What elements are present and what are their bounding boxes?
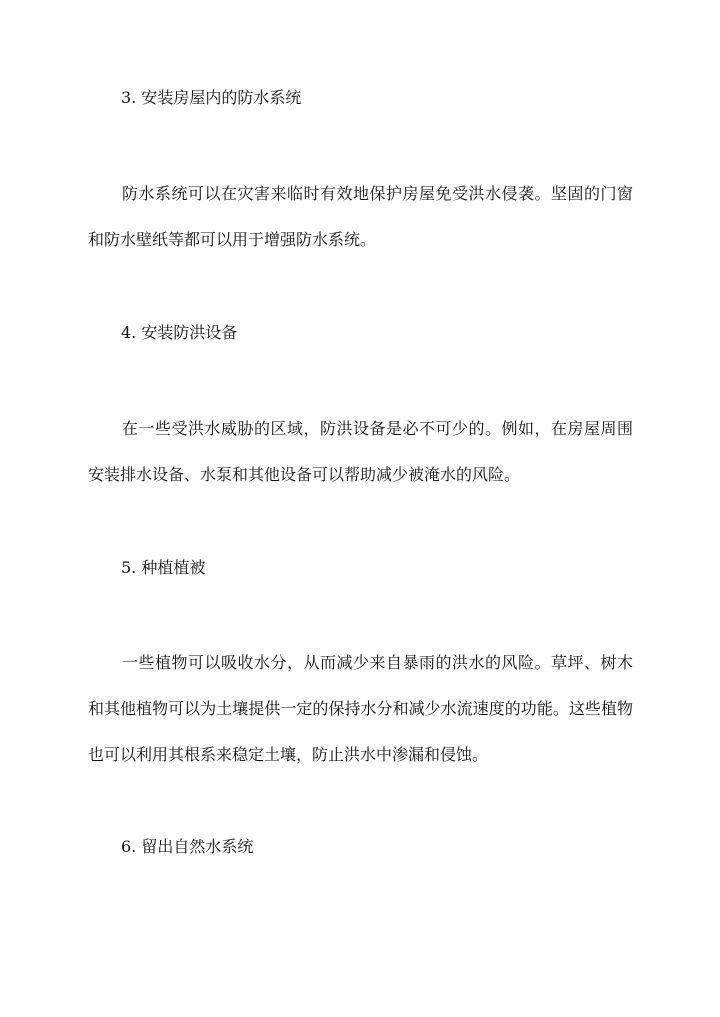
section-heading-4: 4. 安装防洪设备	[121, 323, 238, 342]
section-paragraph-5: 一些植物可以吸收水分，从而减少来自暴雨的洪水的风险。草坪、树木和其他植物可以为土壤提供一定的保持水分和减少水流速度的功能。这些植物也可以利用其根系来稳定土壤，防止洪水中渗漏和侵蚀。	[88, 653, 633, 764]
section-paragraph-4: 在一些受洪水威胁的区域，防洪设备是必不可少的。例如，在房屋周围安装排水设备、水泵和其他设备可以帮助减少被淹水的风险。	[88, 419, 633, 484]
section-heading-6: 6. 留出自然水系统	[121, 837, 254, 856]
section-paragraph-3: 防水系统可以在灾害来临时有效地保护房屋免受洪水侵袭。坚固的门窗和防水壁纸等都可以用于增强防水系统。	[88, 184, 633, 249]
section-heading-3: 3. 安装房屋内的防水系统	[121, 88, 302, 107]
section-heading-5: 5. 种植植被	[121, 558, 206, 577]
